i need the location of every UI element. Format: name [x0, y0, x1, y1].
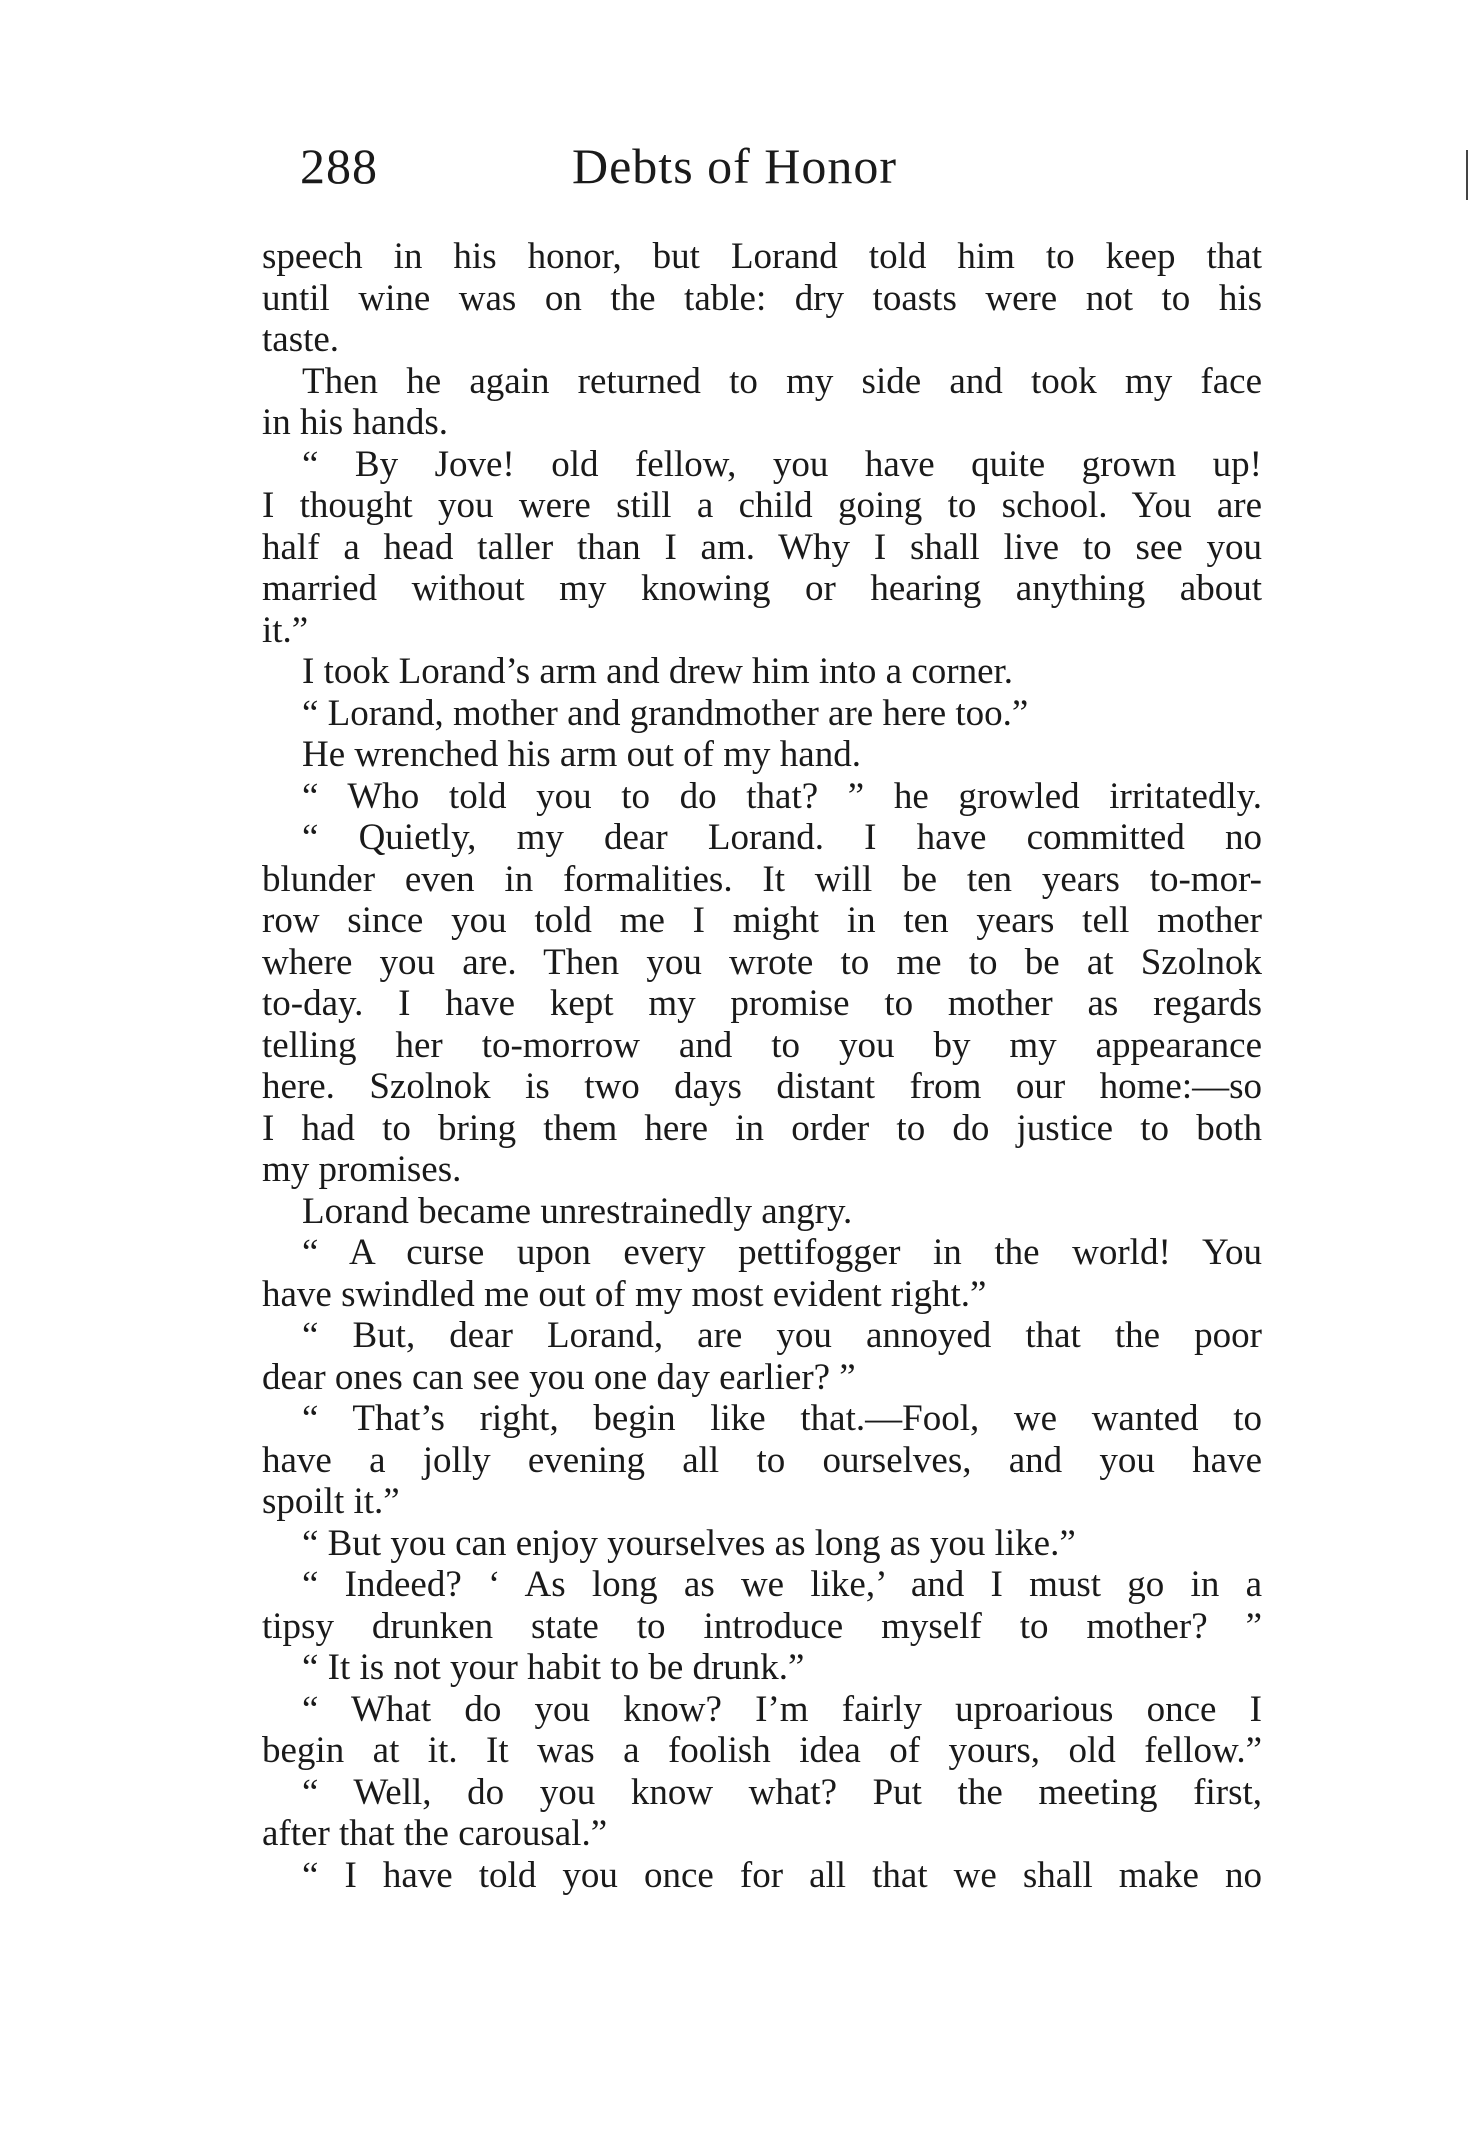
text-line: blunder even in formalities. It will be ten years to-mor- — [262, 858, 1262, 900]
text-line: it.” — [262, 609, 309, 651]
text-line: I had to bring them here in order to do justice to both — [262, 1107, 1262, 1149]
text-line: “ Indeed? ‘ As long as we like,’ and I must go in a — [302, 1564, 1262, 1605]
margin-mark — [1466, 150, 1468, 200]
text-line: “ Who told you to do that? ” he growled irritatedly. — [302, 775, 1262, 817]
text-line: “ Well, do you know what? Put the meeting first, — [302, 1771, 1262, 1813]
text-line: in his hands. — [262, 402, 449, 443]
text-line: tipsy drunken state to introduce myself to mother? ” — [262, 1605, 1262, 1647]
text-line: I thought you were still a child going to school. You are — [262, 485, 1262, 526]
text-line: “ I have told you once for all that we shall make no — [302, 1854, 1262, 1896]
text-line: where you are. Then you wrote to me to be at Szolnok — [262, 941, 1262, 983]
text-line: “ A curse upon every pettifogger in the world! You — [302, 1232, 1262, 1273]
text-line: half a head taller than I am. Why I shall live to see you — [262, 526, 1262, 568]
text-line: Lorand became unrestrainedly angry. — [302, 1190, 853, 1232]
text-line: after that the carousal.” — [262, 1813, 608, 1854]
text-line: He wrenched his arm out of my hand. — [302, 734, 861, 775]
text-line: to-day. I have kept my promise to mother as regards — [262, 983, 1262, 1024]
text-line: have swindled me out of my most evident right.” — [262, 1273, 987, 1315]
text-line: married without my knowing or hearing anything about — [262, 568, 1262, 609]
page-number: 288 — [300, 138, 378, 194]
text-line: “ By Jove! old fellow, you have quite grown up! — [302, 443, 1262, 485]
text-line: speech in his honor, but Lorand told him to keep that — [262, 236, 1262, 277]
text-line: until wine was on the table: dry toasts were not to his — [262, 277, 1262, 319]
text-line: taste. — [262, 319, 340, 360]
text-line: “ Quietly, my dear Lorand. I have committed no — [302, 817, 1262, 858]
text-line: here. Szolnok is two days distant from our home:—so — [262, 1066, 1262, 1107]
text-line: telling her to-morrow and to you by my appearance — [262, 1024, 1262, 1066]
text-line: “ But, dear Lorand, are you annoyed that the poor — [302, 1315, 1262, 1356]
text-line: “ It is not your habit to be drunk.” — [302, 1647, 805, 1688]
text-line: begin at it. It was a foolish idea of yours, old fellow.” — [262, 1730, 1262, 1771]
text-line: Then he again returned to my side and took my face — [302, 360, 1262, 402]
text-line: “ Lorand, mother and grandmother are here too.” — [302, 692, 1029, 734]
text-line: “ What do you know? I’m fairly uproarious once I — [302, 1688, 1262, 1730]
text-line: I took Lorand’s arm and drew him into a corner. — [302, 651, 1014, 692]
text-line: row since you told me I might in ten years tell mother — [262, 900, 1262, 941]
text-line: spoilt it.” — [262, 1481, 400, 1522]
body-text — [262, 236, 1262, 1896]
text-line: “ That’s right, begin like that.—Fool, we wanted to — [302, 1398, 1262, 1439]
text-line: have a jolly evening all to ourselves, and you have — [262, 1439, 1262, 1481]
text-line: “ But you can enjoy yourselves as long as you like.” — [302, 1522, 1076, 1564]
text-line: my promises. — [262, 1149, 462, 1190]
running-title: Debts of Honor — [572, 138, 898, 194]
text-line: dear ones can see you one day earlier? ” — [262, 1356, 856, 1398]
